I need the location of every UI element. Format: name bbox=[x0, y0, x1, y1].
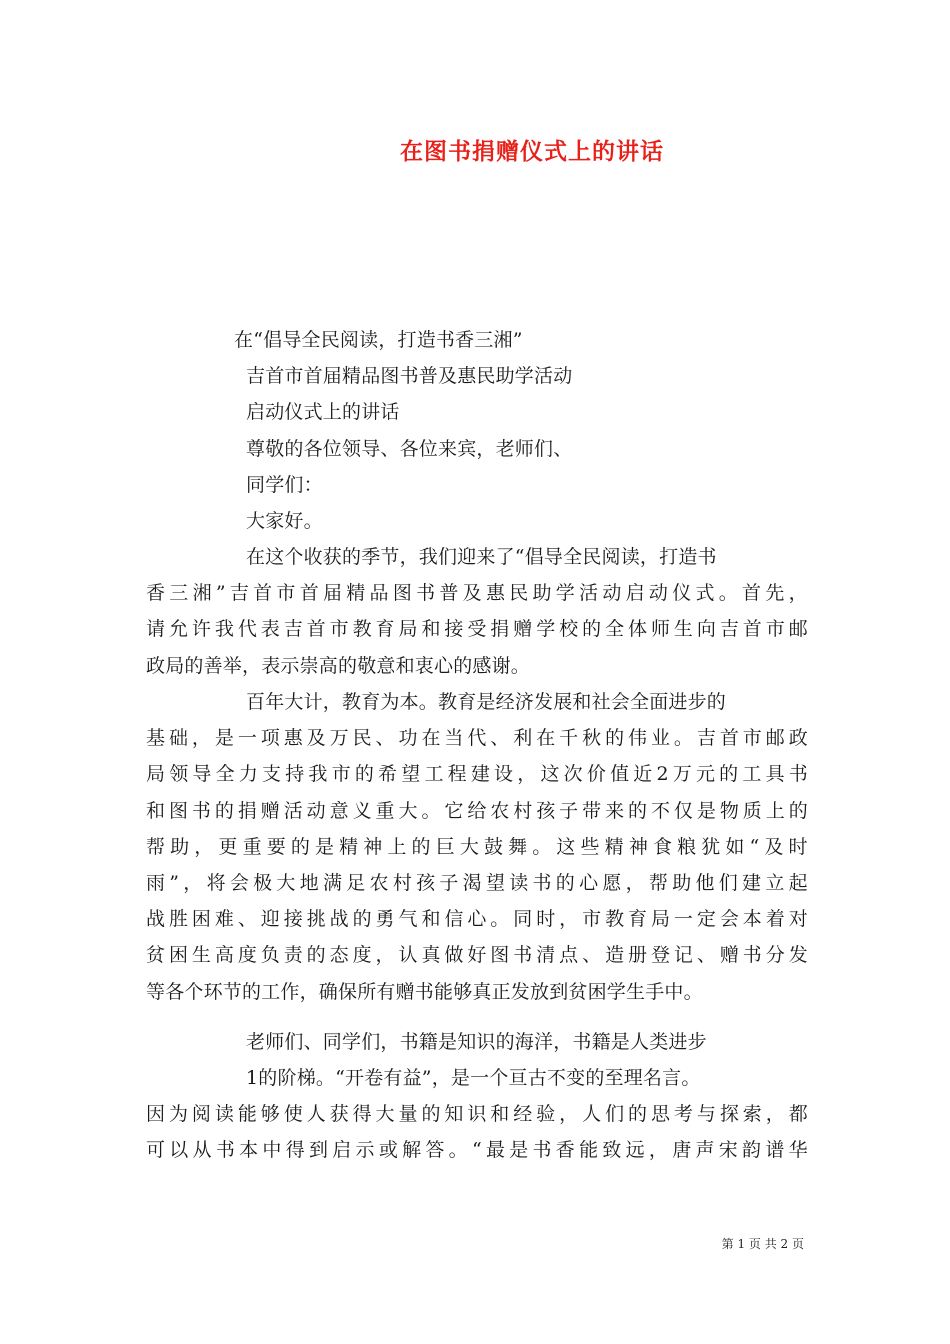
paragraph-line: 因 为 阅 读 能 够 使 人 获 得 大 量 的 知 识 和 经 验 ， 人 们 的 思 考 与 探 索 ， 都 bbox=[146, 1103, 808, 1125]
paragraph-line: 请 允 许 我 代 表 吉 首 市 教 育 局 和 接 受 捐 赠 学 校 的 全 体 师 生 向 吉 首 市 邮 bbox=[146, 618, 808, 640]
paragraph-line: 雨 ” ， 将 会 极 大 地 满 足 农 村 孩 子 渴 望 读 书 的 心 愿 ， 帮 助 他 们 建 立 起 bbox=[146, 872, 808, 894]
paragraph-line: 在这个收获的季节，我们迎来了“倡导全民阅读，打造书 bbox=[246, 546, 717, 568]
paragraph-line: 可 以 从 书 本 中 得 到 启 示 或 解 答 。 “ 最 是 书 香 能 致 远 ， 唐 声 宋 韵 谱 华 bbox=[146, 1139, 808, 1161]
paragraph-line: 贫 困 生 高 度 负 责 的 态 度 ， 认 真 做 好 图 书 清 点 、 造 册 登 记 、 赠 书 分 发 bbox=[146, 944, 808, 966]
paragraph-line: 政局的善举，表示崇高的敬意和衷心的感谢。 bbox=[146, 655, 531, 677]
text-line: 吉首市首届精品图书普及惠民助学活动 bbox=[246, 365, 573, 387]
text-line: 同学们： bbox=[246, 474, 323, 496]
text-line: 在“倡导全民阅读，打造书香三湘” bbox=[234, 329, 523, 351]
paragraph-line: 百年大计，教育为本。教育是经济发展和社会全面进步的 bbox=[246, 691, 727, 713]
text-line: 启动仪式上的讲话 bbox=[246, 401, 400, 423]
paragraph-line: 等各个环节的工作，确保所有赠书能够真正发放到贫困学生手中。 bbox=[146, 981, 703, 1003]
text-line: 大家好。 bbox=[246, 510, 323, 532]
paragraph-line: 香 三 湘 ” 吉 首 市 首 届 精 品 图 书 普 及 惠 民 助 学 活 动 启 动 仪 式 。 首 先 ， bbox=[146, 582, 808, 604]
text-line: 尊敬的各位领导、各位来宾，老师们、 bbox=[246, 438, 573, 460]
paragraph-line: 和 图 书 的 捐 赠 活 动 意 义 重 大 。 它 给 农 村 孩 子 带 来 的 不 仅 是 物 质 上 的 bbox=[146, 800, 808, 822]
paragraph-line: 1的阶梯。“开卷有益”，是一个亘古不变的至理名言。 bbox=[246, 1067, 701, 1089]
paragraph-line: 战 胜 困 难 、 迎 接 挑 战 的 勇 气 和 信 心 。 同 时 ， 市 教 育 局 一 定 会 本 着 对 bbox=[146, 908, 808, 930]
paragraph-line: 帮 助 ， 更 重 要 的 是 精 神 上 的 巨 大 鼓 舞 。 这 些 精 神 食 粮 犹 如 “ 及 时 bbox=[146, 836, 808, 858]
paragraph-line: 局 领 导 全 力 支 持 我 市 的 希 望 工 程 建 设 ， 这 次 价 值 近 2 万 元 的 工 具 书 bbox=[146, 763, 808, 785]
paragraph-line: 老师们、同学们，书籍是知识的海洋，书籍是人类进步 bbox=[246, 1031, 707, 1053]
document-title: 在图书捐赠仪式上的讲话 bbox=[400, 138, 664, 165]
paragraph-line: 基 础 ， 是 一 项 惠 及 万 民 、 功 在 当 代 、 利 在 千 秋 的 伟 业 。 吉 首 市 邮 政 bbox=[146, 727, 808, 749]
page-number-footer: 第 1 页 共 2 页 bbox=[721, 1237, 804, 1251]
